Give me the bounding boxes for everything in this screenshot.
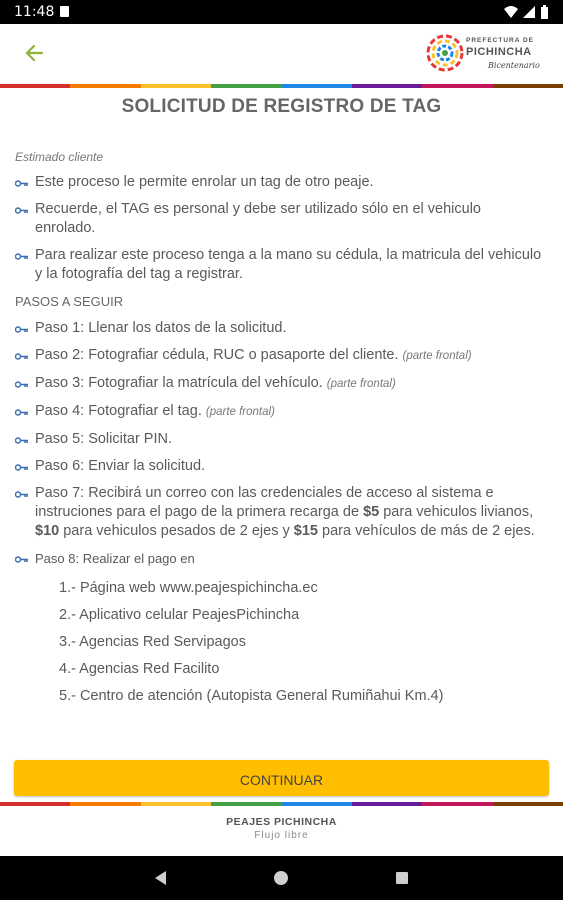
nav-home-button[interactable]: [272, 869, 290, 887]
step-text: Paso 3: Fotografiar la matrícula del vehículo.: [35, 375, 323, 391]
key-bullet-icon: [15, 436, 29, 445]
logo-line1: PREFECTURA DE: [466, 37, 535, 44]
footer-title: PEAJES PICHINCHA: [226, 816, 337, 828]
status-icons: [503, 4, 551, 20]
app-bar: [0, 24, 563, 84]
arrow-left-icon: [22, 40, 48, 66]
key-bullet-icon: [15, 380, 29, 389]
prefectura-logo: [426, 33, 540, 77]
key-bullet-icon: [15, 352, 29, 361]
intro-item: [15, 173, 545, 192]
payment-option: 4.- Agencias Red Facilito: [59, 661, 220, 677]
step-note: (parte frontal): [402, 350, 472, 362]
step-text: Paso 5: Solicitar PIN.: [35, 431, 172, 447]
logo-line2: PICHINCHA: [466, 46, 532, 58]
step-item-8: [15, 549, 545, 706]
intro-item-text: Recuerde, el TAG es personal y debe ser utilizado sólo en el vehiculo enrolado.: [35, 201, 481, 236]
steps-heading: PASOS A SEGUIR: [15, 294, 124, 309]
intro-item: [15, 246, 545, 284]
step-item: [15, 457, 545, 476]
signal-icon: [523, 6, 535, 18]
status-time: 11:48: [14, 4, 55, 20]
intro-item-text: Para realizar este proceso tenga a la mano su cédula, la matricula del vehiculo y la fotografía del tag a registrar.: [35, 247, 542, 282]
wifi-icon: [504, 6, 518, 18]
step7-amount-2: $10: [35, 523, 60, 539]
intro-item-text: Este proceso le permite enrolar un tag de otro peaje.: [35, 174, 374, 190]
key-bullet-icon: [15, 463, 29, 472]
step7-text-4: para vehículos de más de 2 ejes.: [317, 523, 535, 539]
key-bullet-icon: [15, 408, 29, 417]
rainbow-divider-top: [0, 84, 563, 88]
step-text: Paso 6: Enviar la solicitud.: [35, 458, 206, 474]
sun-emblem-icon: [426, 33, 464, 73]
instructions-content: [15, 148, 545, 714]
payment-option: 1.- Página web www.peajespichincha.ec: [59, 580, 318, 596]
step7-text-3: para vehiculos pesados de 2 ejes y: [59, 523, 294, 539]
payment-option: 5.- Centro de atención (Autopista General Rumiñahui Km.4): [59, 688, 444, 704]
key-bullet-icon: [15, 252, 29, 261]
step-note: (parte frontal): [205, 406, 275, 418]
payment-option: 3.- Agencias Red Servipagos: [59, 634, 246, 650]
step-item: [15, 402, 545, 422]
key-bullet-icon: [15, 206, 29, 215]
payment-options-list: [35, 579, 545, 706]
step8-label: Paso 8: Realizar el pago en: [35, 551, 195, 566]
intro-item: [15, 200, 545, 238]
step-text: Paso 4: Fotografiar el tag.: [35, 403, 202, 419]
footer: [0, 806, 563, 856]
logo-tagline: Bicentenario: [488, 61, 540, 70]
system-nav-bar: [0, 856, 563, 900]
nav-recents-button[interactable]: [393, 869, 411, 887]
status-bar: [0, 0, 563, 24]
continue-button[interactable]: CONTINUAR: [14, 760, 549, 796]
step-item: [15, 374, 545, 394]
back-button[interactable]: [22, 40, 48, 66]
triangle-back-icon: [152, 869, 170, 887]
step-item: [15, 346, 545, 366]
footer-subtitle: Flujo libre: [254, 830, 309, 841]
key-bullet-icon: [15, 325, 29, 334]
key-bullet-icon: [15, 490, 29, 499]
step-text: Paso 2: Fotografiar cédula, RUC o pasaporte del cliente.: [35, 347, 399, 363]
circle-home-icon: [272, 869, 290, 887]
page-title: SOLICITUD DE REGISTRO DE TAG: [121, 96, 442, 117]
key-bullet-icon: [15, 555, 29, 564]
step-item: [15, 430, 545, 449]
step7-amount-3: $15: [293, 523, 318, 539]
square-recents-icon: [393, 869, 411, 887]
step-text: Paso 1: Llenar los datos de la solicitud.: [35, 320, 287, 336]
greeting: Estimado cliente: [15, 150, 104, 164]
sd-card-icon: [60, 6, 69, 17]
step7-amount-1: $5: [363, 504, 380, 520]
step7-text-1: Paso 7: Recibirá un correo con las credenciales de acceso al sistema e instruciones para el pago de la primera recarga de: [35, 485, 494, 520]
step7-text-2: para vehiculos livianos,: [379, 504, 534, 520]
battery-icon: [541, 5, 548, 19]
key-bullet-icon: [15, 179, 29, 188]
step-item-7: [15, 484, 545, 541]
step-note: (parte frontal): [326, 378, 396, 390]
payment-option: 2.- Aplicativo celular PeajesPichincha: [59, 607, 300, 623]
step-item: [15, 319, 545, 338]
nav-back-button[interactable]: [152, 869, 170, 887]
